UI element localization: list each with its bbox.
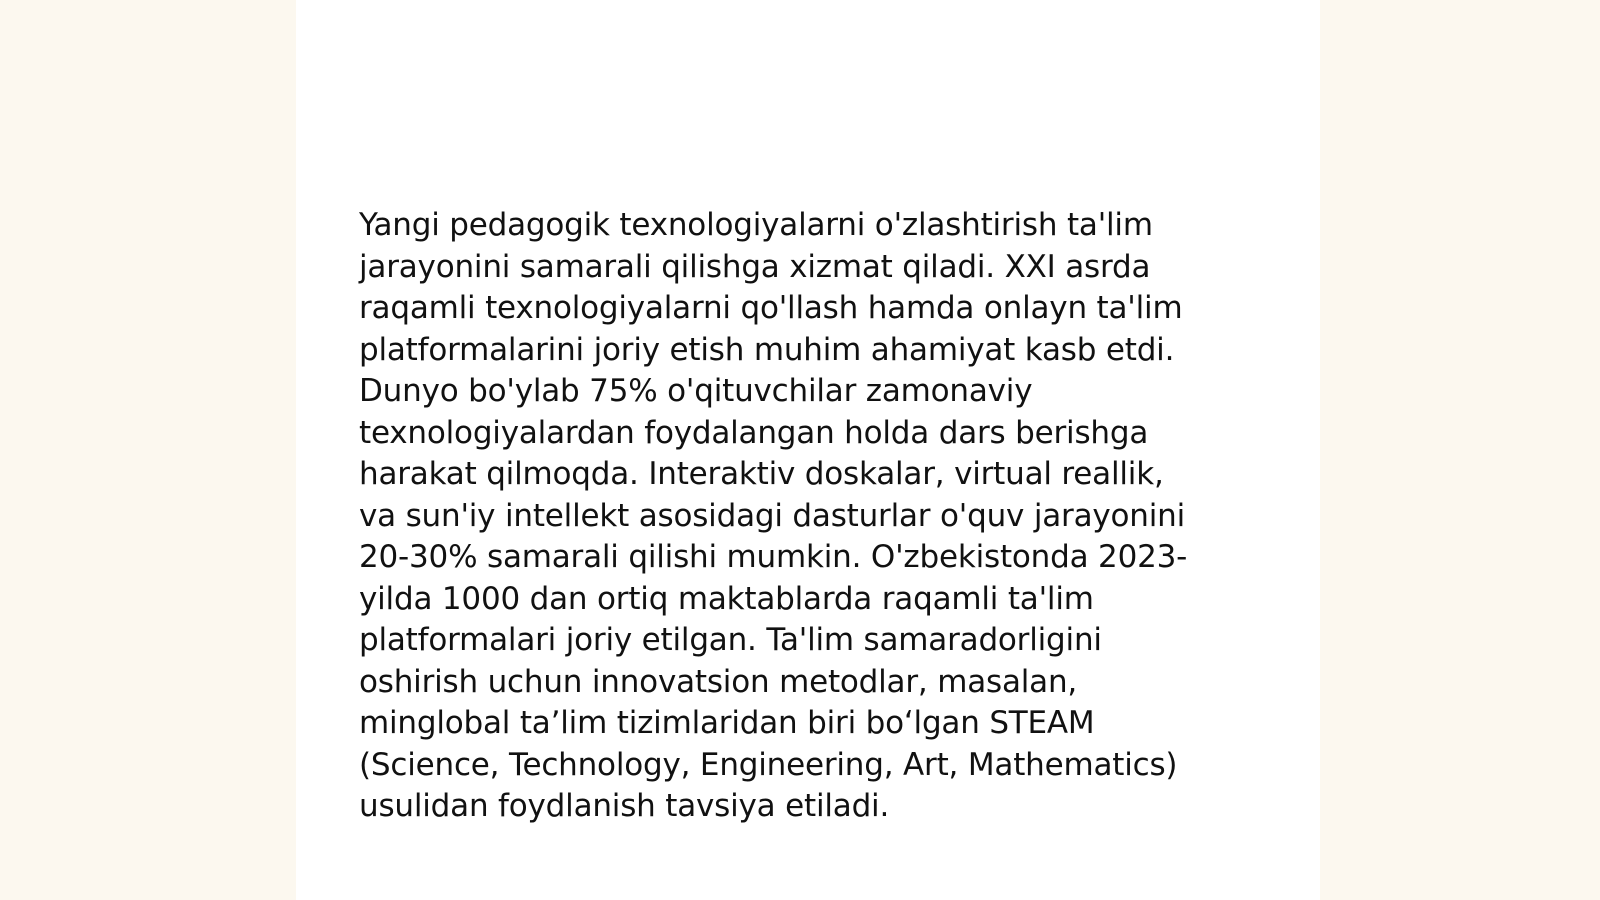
text-line-3: raqamli texnologiyalarni qo'llash hamda onlayn ta'lim	[359, 290, 1183, 326]
text-line-14: (Science, Technology, Engineering, Art, Mathematics)	[359, 746, 1178, 783]
body-paragraph	[359, 205, 1239, 828]
text-line-13: minglobal ta’lim tizimlaridan biri bo‘lgan STEAM	[359, 705, 1095, 741]
text-line-2: jarayonini samarali qilishga xizmat qiladi. XXI asrda	[359, 248, 1151, 285]
text-line-11: platformalari joriy etilgan. Ta'lim samaradorligini	[359, 622, 1102, 658]
text-line-6: texnologiyalardan foydalangan holda dars berishga	[359, 414, 1149, 451]
text-line-1: Yangi pedagogik texnologiyalarni o'zlashtirish ta'lim	[359, 207, 1153, 243]
text-line-12: oshirish uchun innovatsion metodlar, masalan,	[359, 663, 1078, 700]
text-line-10: yilda 1000 dan ortiq maktablarda raqamli ta'lim	[359, 580, 1094, 617]
text-line-4: platformalarini joriy etish muhim ahamiyat kasb etdi.	[359, 331, 1175, 368]
text-line-9: 20-30% samarali qilishi mumkin. O'zbekistonda 2023-	[359, 539, 1188, 575]
text-line-5: Dunyo bo'ylab 75% o'qituvchilar zamonaviy	[359, 373, 1033, 409]
document-page	[296, 0, 1320, 900]
text-line-8: va sun'iy intellekt asosidagi dasturlar o'quv jarayonini	[359, 497, 1185, 534]
text-line-15: usulidan foydlanish tavsiya etiladi.	[359, 788, 890, 824]
text-line-7: harakat qilmoqda. Interaktiv doskalar, virtual reallik,	[359, 456, 1164, 492]
